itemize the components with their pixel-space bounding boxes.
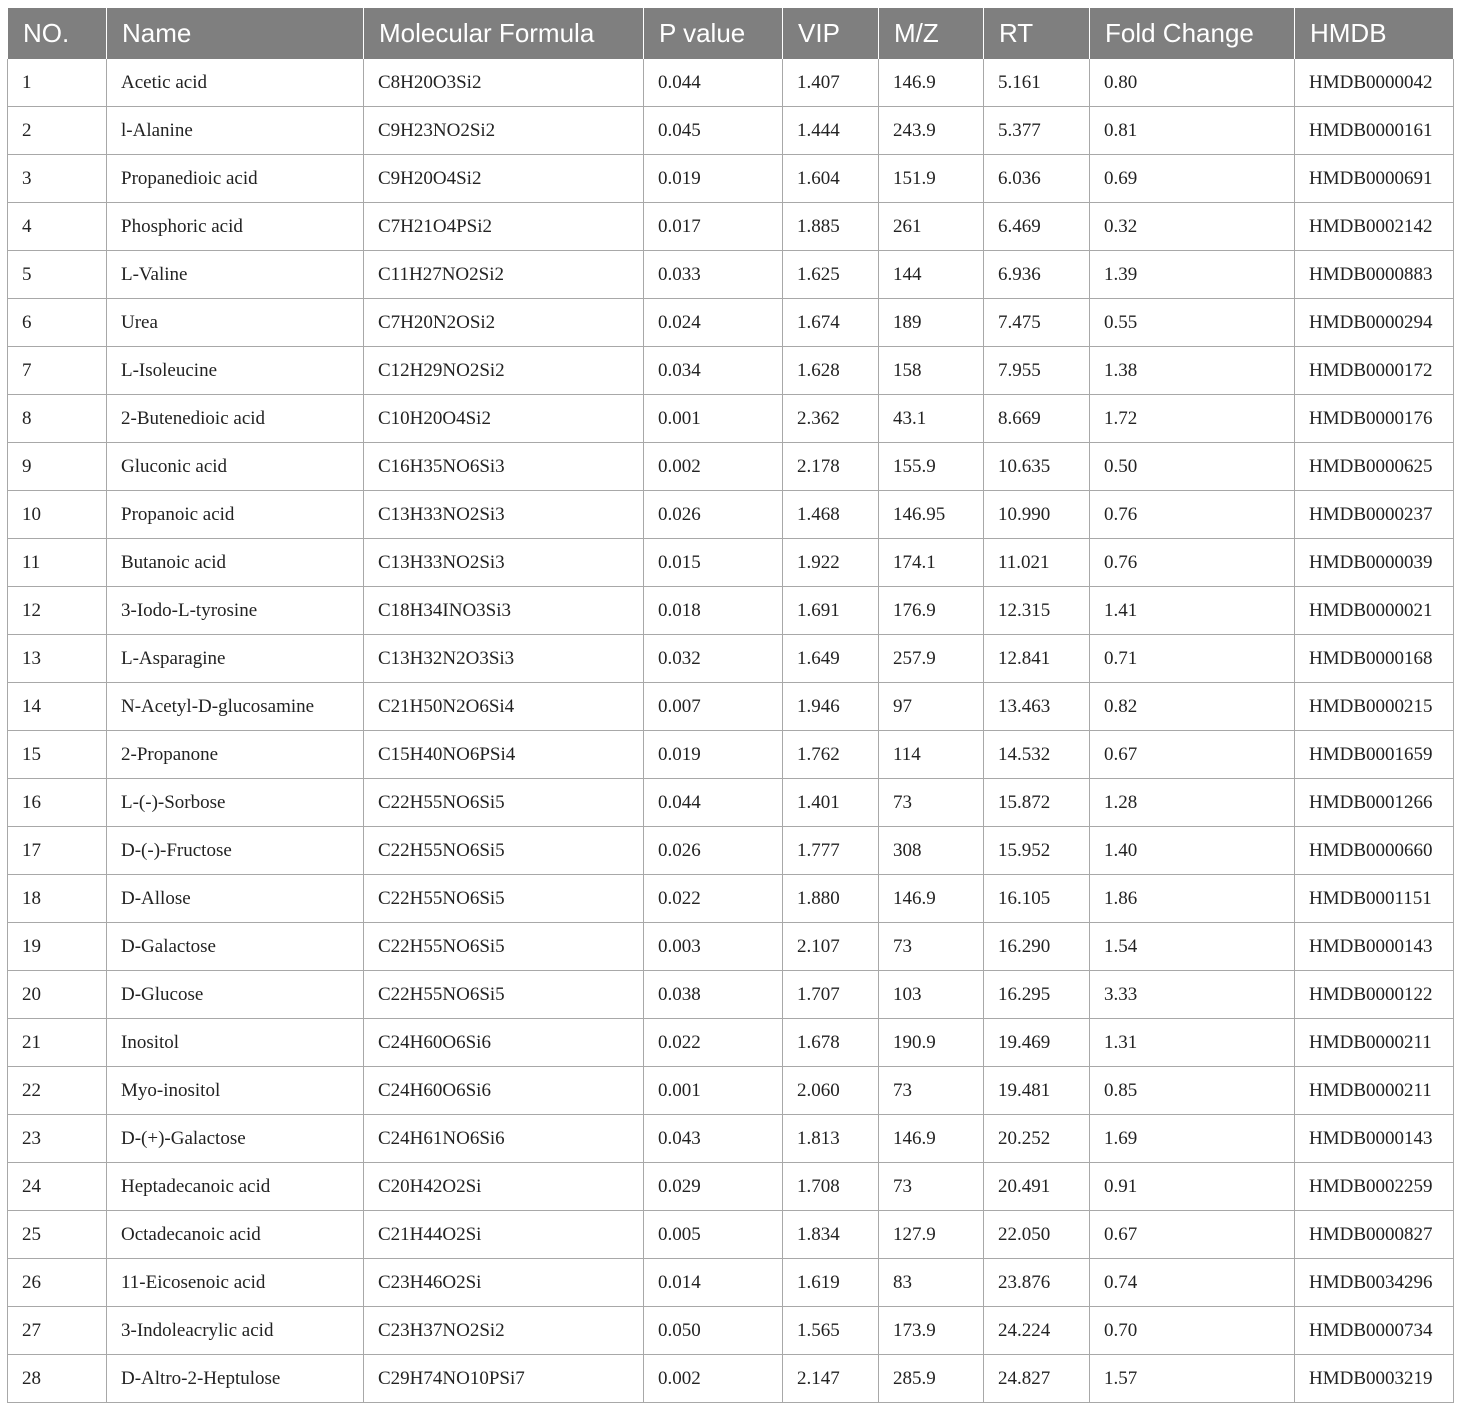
- cell-name: Myo-inositol: [107, 1067, 364, 1115]
- cell-no: 27: [8, 1307, 107, 1355]
- cell-molecular-formula: C22H55NO6Si5: [364, 779, 644, 827]
- column-header-hmdb: HMDB: [1295, 8, 1454, 59]
- cell-vip: 2.060: [783, 1067, 879, 1115]
- cell-rt: 15.952: [984, 827, 1090, 875]
- cell-p-value: 0.050: [644, 1307, 783, 1355]
- cell-molecular-formula: C11H27NO2Si2: [364, 251, 644, 299]
- table-header: [8, 8, 1454, 59]
- cell-vip: 2.362: [783, 395, 879, 443]
- cell-vip: 1.708: [783, 1163, 879, 1211]
- table-row: [8, 443, 1454, 491]
- cell-name: Octadecanoic acid: [107, 1211, 364, 1259]
- cell-p-value: 0.001: [644, 395, 783, 443]
- cell-fold-change: 0.71: [1090, 635, 1295, 683]
- cell-name: 11-Eicosenoic acid: [107, 1259, 364, 1307]
- cell-rt: 15.872: [984, 779, 1090, 827]
- cell-rt: 20.491: [984, 1163, 1090, 1211]
- table-row: [8, 923, 1454, 971]
- table-row: [8, 299, 1454, 347]
- cell-no: 19: [8, 923, 107, 971]
- cell-name: D-Altro-2-Heptulose: [107, 1355, 364, 1403]
- cell-fold-change: 1.41: [1090, 587, 1295, 635]
- cell-no: 21: [8, 1019, 107, 1067]
- cell-vip: 1.674: [783, 299, 879, 347]
- cell-mz: 155.9: [879, 443, 984, 491]
- cell-p-value: 0.022: [644, 1019, 783, 1067]
- cell-vip: 1.885: [783, 203, 879, 251]
- cell-no: 23: [8, 1115, 107, 1163]
- cell-name: Inositol: [107, 1019, 364, 1067]
- table-row: [8, 539, 1454, 587]
- cell-fold-change: 0.69: [1090, 155, 1295, 203]
- cell-fold-change: 1.38: [1090, 347, 1295, 395]
- cell-rt: 16.290: [984, 923, 1090, 971]
- cell-no: 10: [8, 491, 107, 539]
- table-row: [8, 731, 1454, 779]
- cell-hmdb: HMDB0001266: [1295, 779, 1454, 827]
- cell-p-value: 0.019: [644, 731, 783, 779]
- cell-name: Phosphoric acid: [107, 203, 364, 251]
- cell-molecular-formula: C23H37NO2Si2: [364, 1307, 644, 1355]
- cell-vip: 1.678: [783, 1019, 879, 1067]
- cell-hmdb: HMDB0034296: [1295, 1259, 1454, 1307]
- cell-vip: 2.147: [783, 1355, 879, 1403]
- cell-molecular-formula: C22H55NO6Si5: [364, 923, 644, 971]
- cell-name: Propanedioic acid: [107, 155, 364, 203]
- cell-p-value: 0.022: [644, 875, 783, 923]
- table-row: [8, 635, 1454, 683]
- cell-hmdb: HMDB0000143: [1295, 923, 1454, 971]
- cell-rt: 5.377: [984, 107, 1090, 155]
- cell-molecular-formula: C24H60O6Si6: [364, 1067, 644, 1115]
- cell-no: 25: [8, 1211, 107, 1259]
- cell-mz: 243.9: [879, 107, 984, 155]
- table-body: [8, 59, 1454, 1403]
- cell-rt: 12.841: [984, 635, 1090, 683]
- cell-rt: 24.827: [984, 1355, 1090, 1403]
- cell-hmdb: HMDB0000042: [1295, 59, 1454, 107]
- cell-vip: 1.401: [783, 779, 879, 827]
- cell-hmdb: HMDB0000237: [1295, 491, 1454, 539]
- cell-fold-change: 0.70: [1090, 1307, 1295, 1355]
- cell-no: 26: [8, 1259, 107, 1307]
- cell-no: 22: [8, 1067, 107, 1115]
- column-header-fold-change: Fold Change: [1090, 8, 1295, 59]
- cell-mz: 146.9: [879, 59, 984, 107]
- cell-mz: 308: [879, 827, 984, 875]
- cell-fold-change: 1.40: [1090, 827, 1295, 875]
- cell-name: Butanoic acid: [107, 539, 364, 587]
- column-header-mz: M/Z: [879, 8, 984, 59]
- cell-mz: 83: [879, 1259, 984, 1307]
- cell-rt: 19.469: [984, 1019, 1090, 1067]
- cell-hmdb: HMDB0000734: [1295, 1307, 1454, 1355]
- cell-hmdb: HMDB0001659: [1295, 731, 1454, 779]
- cell-p-value: 0.001: [644, 1067, 783, 1115]
- column-header-rt: RT: [984, 8, 1090, 59]
- cell-p-value: 0.043: [644, 1115, 783, 1163]
- table-row: [8, 1307, 1454, 1355]
- cell-no: 20: [8, 971, 107, 1019]
- cell-rt: 19.481: [984, 1067, 1090, 1115]
- cell-p-value: 0.002: [644, 1355, 783, 1403]
- cell-rt: 13.463: [984, 683, 1090, 731]
- table-row: [8, 971, 1454, 1019]
- cell-molecular-formula: C9H20O4Si2: [364, 155, 644, 203]
- cell-vip: 1.777: [783, 827, 879, 875]
- table-row: [8, 587, 1454, 635]
- table-row: [8, 1355, 1454, 1403]
- cell-name: Acetic acid: [107, 59, 364, 107]
- cell-vip: 1.619: [783, 1259, 879, 1307]
- table-row: [8, 1019, 1454, 1067]
- cell-vip: 1.407: [783, 59, 879, 107]
- cell-p-value: 0.038: [644, 971, 783, 1019]
- cell-vip: 1.813: [783, 1115, 879, 1163]
- cell-mz: 146.9: [879, 1115, 984, 1163]
- cell-fold-change: 0.82: [1090, 683, 1295, 731]
- cell-no: 11: [8, 539, 107, 587]
- cell-molecular-formula: C7H21O4PSi2: [364, 203, 644, 251]
- cell-no: 2: [8, 107, 107, 155]
- cell-rt: 23.876: [984, 1259, 1090, 1307]
- cell-name: Propanoic acid: [107, 491, 364, 539]
- table-row: [8, 1259, 1454, 1307]
- cell-fold-change: 0.67: [1090, 1211, 1295, 1259]
- cell-p-value: 0.018: [644, 587, 783, 635]
- cell-rt: 6.036: [984, 155, 1090, 203]
- column-header-p-value: P value: [644, 8, 783, 59]
- cell-molecular-formula: C18H34INO3Si3: [364, 587, 644, 635]
- cell-no: 28: [8, 1355, 107, 1403]
- cell-p-value: 0.029: [644, 1163, 783, 1211]
- cell-mz: 189: [879, 299, 984, 347]
- cell-mz: 176.9: [879, 587, 984, 635]
- cell-name: L-Isoleucine: [107, 347, 364, 395]
- cell-p-value: 0.017: [644, 203, 783, 251]
- cell-p-value: 0.015: [644, 539, 783, 587]
- cell-hmdb: HMDB0000660: [1295, 827, 1454, 875]
- cell-p-value: 0.014: [644, 1259, 783, 1307]
- table-row: [8, 1163, 1454, 1211]
- table-row: [8, 875, 1454, 923]
- column-header-molecular-formula: Molecular Formula: [364, 8, 644, 59]
- cell-name: Heptadecanoic acid: [107, 1163, 364, 1211]
- cell-p-value: 0.007: [644, 683, 783, 731]
- cell-mz: 73: [879, 779, 984, 827]
- cell-rt: 24.224: [984, 1307, 1090, 1355]
- cell-mz: 158: [879, 347, 984, 395]
- cell-name: l-Alanine: [107, 107, 364, 155]
- cell-vip: 1.922: [783, 539, 879, 587]
- cell-hmdb: HMDB0001151: [1295, 875, 1454, 923]
- cell-name: 2-Butenedioic acid: [107, 395, 364, 443]
- cell-vip: 2.178: [783, 443, 879, 491]
- table-row: [8, 1115, 1454, 1163]
- cell-fold-change: 0.74: [1090, 1259, 1295, 1307]
- cell-molecular-formula: C10H20O4Si2: [364, 395, 644, 443]
- cell-mz: 146.9: [879, 875, 984, 923]
- column-header-vip: VIP: [783, 8, 879, 59]
- cell-fold-change: 1.28: [1090, 779, 1295, 827]
- cell-mz: 73: [879, 923, 984, 971]
- cell-molecular-formula: C12H29NO2Si2: [364, 347, 644, 395]
- cell-rt: 7.475: [984, 299, 1090, 347]
- cell-hmdb: HMDB0000827: [1295, 1211, 1454, 1259]
- cell-fold-change: 3.33: [1090, 971, 1295, 1019]
- cell-p-value: 0.005: [644, 1211, 783, 1259]
- cell-rt: 5.161: [984, 59, 1090, 107]
- cell-molecular-formula: C7H20N2OSi2: [364, 299, 644, 347]
- column-header-name: Name: [107, 8, 364, 59]
- cell-rt: 6.936: [984, 251, 1090, 299]
- cell-p-value: 0.033: [644, 251, 783, 299]
- cell-vip: 1.762: [783, 731, 879, 779]
- cell-hmdb: HMDB0000294: [1295, 299, 1454, 347]
- cell-hmdb: HMDB0000176: [1295, 395, 1454, 443]
- cell-mz: 97: [879, 683, 984, 731]
- cell-mz: 127.9: [879, 1211, 984, 1259]
- cell-hmdb: HMDB0000691: [1295, 155, 1454, 203]
- cell-vip: 1.565: [783, 1307, 879, 1355]
- cell-no: 18: [8, 875, 107, 923]
- cell-no: 16: [8, 779, 107, 827]
- cell-fold-change: 1.72: [1090, 395, 1295, 443]
- cell-fold-change: 0.91: [1090, 1163, 1295, 1211]
- cell-mz: 146.95: [879, 491, 984, 539]
- table-row: [8, 1067, 1454, 1115]
- cell-hmdb: HMDB0003219: [1295, 1355, 1454, 1403]
- cell-mz: 114: [879, 731, 984, 779]
- cell-vip: 1.946: [783, 683, 879, 731]
- cell-mz: 190.9: [879, 1019, 984, 1067]
- cell-mz: 151.9: [879, 155, 984, 203]
- cell-rt: 11.021: [984, 539, 1090, 587]
- cell-molecular-formula: C24H60O6Si6: [364, 1019, 644, 1067]
- cell-p-value: 0.034: [644, 347, 783, 395]
- cell-name: 3-Iodo-L-tyrosine: [107, 587, 364, 635]
- cell-mz: 73: [879, 1067, 984, 1115]
- cell-fold-change: 1.31: [1090, 1019, 1295, 1067]
- cell-fold-change: 0.50: [1090, 443, 1295, 491]
- cell-mz: 173.9: [879, 1307, 984, 1355]
- cell-p-value: 0.044: [644, 59, 783, 107]
- cell-name: D-Glucose: [107, 971, 364, 1019]
- cell-vip: 1.880: [783, 875, 879, 923]
- cell-molecular-formula: C8H20O3Si2: [364, 59, 644, 107]
- cell-rt: 16.295: [984, 971, 1090, 1019]
- cell-rt: 16.105: [984, 875, 1090, 923]
- cell-hmdb: HMDB0000883: [1295, 251, 1454, 299]
- cell-fold-change: 1.54: [1090, 923, 1295, 971]
- cell-vip: 1.468: [783, 491, 879, 539]
- table-row: [8, 683, 1454, 731]
- cell-p-value: 0.002: [644, 443, 783, 491]
- table-row: [8, 779, 1454, 827]
- cell-mz: 43.1: [879, 395, 984, 443]
- cell-molecular-formula: C16H35NO6Si3: [364, 443, 644, 491]
- cell-no: 4: [8, 203, 107, 251]
- cell-name: Gluconic acid: [107, 443, 364, 491]
- cell-fold-change: 0.85: [1090, 1067, 1295, 1115]
- cell-hmdb: HMDB0000039: [1295, 539, 1454, 587]
- cell-fold-change: 1.57: [1090, 1355, 1295, 1403]
- table-row: [8, 155, 1454, 203]
- cell-mz: 285.9: [879, 1355, 984, 1403]
- cell-no: 15: [8, 731, 107, 779]
- cell-fold-change: 0.32: [1090, 203, 1295, 251]
- cell-hmdb: HMDB0000122: [1295, 971, 1454, 1019]
- cell-molecular-formula: C21H44O2Si: [364, 1211, 644, 1259]
- cell-vip: 1.628: [783, 347, 879, 395]
- table-row: [8, 827, 1454, 875]
- cell-p-value: 0.024: [644, 299, 783, 347]
- cell-hmdb: HMDB0000211: [1295, 1019, 1454, 1067]
- cell-molecular-formula: C20H42O2Si: [364, 1163, 644, 1211]
- cell-molecular-formula: C21H50N2O6Si4: [364, 683, 644, 731]
- cell-no: 5: [8, 251, 107, 299]
- table-row: [8, 251, 1454, 299]
- cell-molecular-formula: C24H61NO6Si6: [364, 1115, 644, 1163]
- cell-vip: 1.707: [783, 971, 879, 1019]
- cell-vip: 1.604: [783, 155, 879, 203]
- cell-hmdb: HMDB0000215: [1295, 683, 1454, 731]
- cell-rt: 12.315: [984, 587, 1090, 635]
- cell-vip: 2.107: [783, 923, 879, 971]
- cell-name: D-(+)-Galactose: [107, 1115, 364, 1163]
- cell-molecular-formula: C22H55NO6Si5: [364, 971, 644, 1019]
- cell-molecular-formula: C13H33NO2Si3: [364, 491, 644, 539]
- metabolite-table: [7, 8, 1454, 1403]
- cell-hmdb: HMDB0002259: [1295, 1163, 1454, 1211]
- cell-molecular-formula: C9H23NO2Si2: [364, 107, 644, 155]
- table-row: [8, 203, 1454, 251]
- cell-molecular-formula: C22H55NO6Si5: [364, 875, 644, 923]
- cell-hmdb: HMDB0002142: [1295, 203, 1454, 251]
- cell-name: D-Galactose: [107, 923, 364, 971]
- cell-no: 9: [8, 443, 107, 491]
- cell-fold-change: 0.76: [1090, 539, 1295, 587]
- cell-rt: 10.990: [984, 491, 1090, 539]
- cell-p-value: 0.044: [644, 779, 783, 827]
- cell-fold-change: 1.69: [1090, 1115, 1295, 1163]
- cell-name: D-(-)-Fructose: [107, 827, 364, 875]
- cell-molecular-formula: C13H33NO2Si3: [364, 539, 644, 587]
- cell-no: 13: [8, 635, 107, 683]
- cell-no: 14: [8, 683, 107, 731]
- metabolite-table-container: [7, 8, 1453, 1403]
- cell-molecular-formula: C23H46O2Si: [364, 1259, 644, 1307]
- cell-no: 6: [8, 299, 107, 347]
- cell-mz: 174.1: [879, 539, 984, 587]
- cell-hmdb: HMDB0000021: [1295, 587, 1454, 635]
- column-header-no: NO.: [8, 8, 107, 59]
- cell-fold-change: 0.67: [1090, 731, 1295, 779]
- cell-p-value: 0.026: [644, 827, 783, 875]
- cell-name: 3-Indoleacrylic acid: [107, 1307, 364, 1355]
- cell-hmdb: HMDB0000143: [1295, 1115, 1454, 1163]
- cell-fold-change: 0.55: [1090, 299, 1295, 347]
- table-row: [8, 59, 1454, 107]
- cell-p-value: 0.026: [644, 491, 783, 539]
- cell-rt: 10.635: [984, 443, 1090, 491]
- cell-hmdb: HMDB0000161: [1295, 107, 1454, 155]
- cell-mz: 73: [879, 1163, 984, 1211]
- cell-no: 8: [8, 395, 107, 443]
- cell-hmdb: HMDB0000211: [1295, 1067, 1454, 1115]
- cell-fold-change: 1.39: [1090, 251, 1295, 299]
- table-row: [8, 491, 1454, 539]
- table-row: [8, 395, 1454, 443]
- cell-fold-change: 0.76: [1090, 491, 1295, 539]
- cell-rt: 7.955: [984, 347, 1090, 395]
- cell-vip: 1.444: [783, 107, 879, 155]
- cell-hmdb: HMDB0000625: [1295, 443, 1454, 491]
- cell-molecular-formula: C15H40NO6PSi4: [364, 731, 644, 779]
- cell-p-value: 0.032: [644, 635, 783, 683]
- cell-vip: 1.691: [783, 587, 879, 635]
- cell-no: 12: [8, 587, 107, 635]
- cell-fold-change: 0.81: [1090, 107, 1295, 155]
- cell-name: L-Valine: [107, 251, 364, 299]
- cell-no: 17: [8, 827, 107, 875]
- cell-rt: 14.532: [984, 731, 1090, 779]
- cell-molecular-formula: C29H74NO10PSi7: [364, 1355, 644, 1403]
- cell-no: 7: [8, 347, 107, 395]
- cell-fold-change: 0.80: [1090, 59, 1295, 107]
- table-row: [8, 107, 1454, 155]
- header-row: [8, 8, 1454, 59]
- cell-rt: 22.050: [984, 1211, 1090, 1259]
- cell-name: N-Acetyl-D-glucosamine: [107, 683, 364, 731]
- cell-mz: 261: [879, 203, 984, 251]
- cell-hmdb: HMDB0000172: [1295, 347, 1454, 395]
- cell-rt: 8.669: [984, 395, 1090, 443]
- cell-p-value: 0.045: [644, 107, 783, 155]
- cell-p-value: 0.019: [644, 155, 783, 203]
- cell-mz: 103: [879, 971, 984, 1019]
- cell-molecular-formula: C22H55NO6Si5: [364, 827, 644, 875]
- cell-name: L-(-)-Sorbose: [107, 779, 364, 827]
- cell-vip: 1.625: [783, 251, 879, 299]
- cell-no: 1: [8, 59, 107, 107]
- cell-fold-change: 1.86: [1090, 875, 1295, 923]
- table-row: [8, 1211, 1454, 1259]
- cell-hmdb: HMDB0000168: [1295, 635, 1454, 683]
- cell-name: L-Asparagine: [107, 635, 364, 683]
- cell-name: Urea: [107, 299, 364, 347]
- cell-molecular-formula: C13H32N2O3Si3: [364, 635, 644, 683]
- cell-no: 3: [8, 155, 107, 203]
- cell-mz: 144: [879, 251, 984, 299]
- cell-vip: 1.834: [783, 1211, 879, 1259]
- table-row: [8, 347, 1454, 395]
- cell-no: 24: [8, 1163, 107, 1211]
- cell-name: D-Allose: [107, 875, 364, 923]
- cell-vip: 1.649: [783, 635, 879, 683]
- cell-name: 2-Propanone: [107, 731, 364, 779]
- cell-rt: 20.252: [984, 1115, 1090, 1163]
- cell-mz: 257.9: [879, 635, 984, 683]
- cell-rt: 6.469: [984, 203, 1090, 251]
- cell-p-value: 0.003: [644, 923, 783, 971]
